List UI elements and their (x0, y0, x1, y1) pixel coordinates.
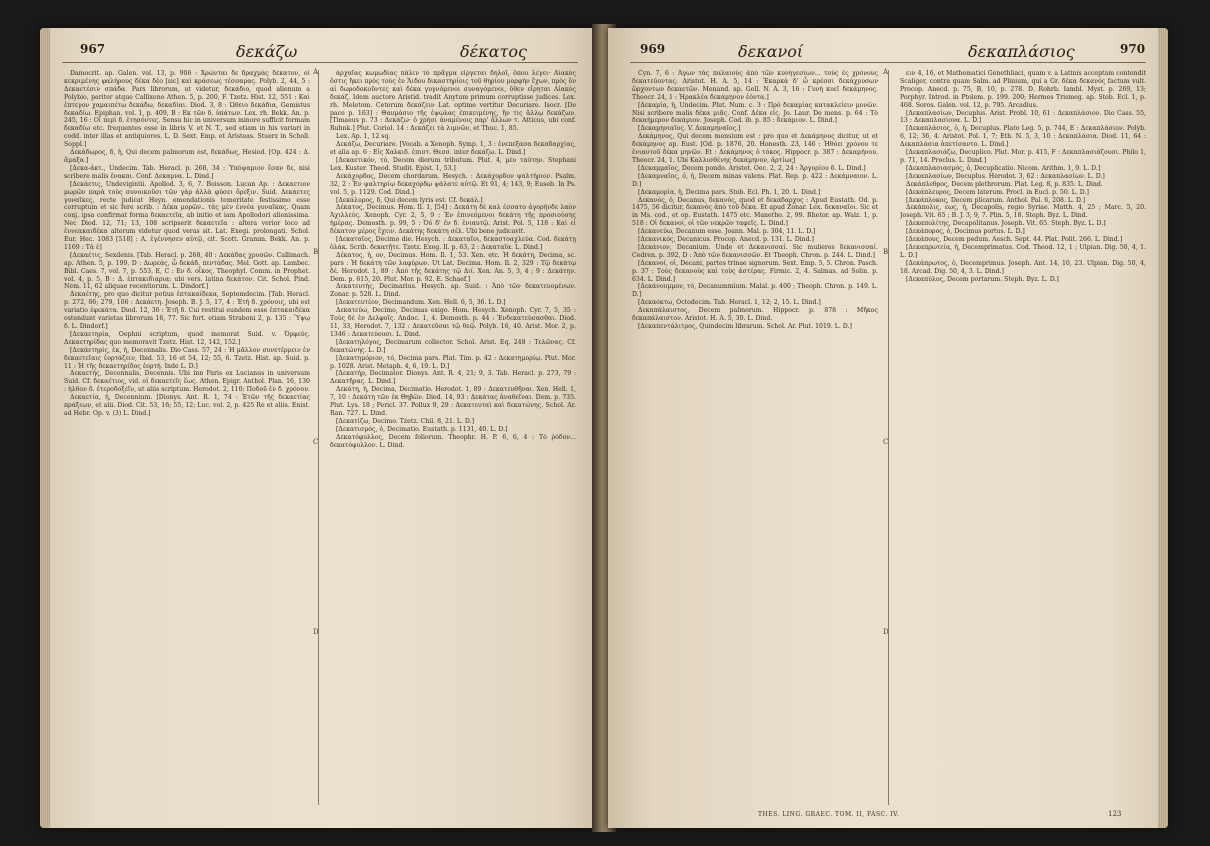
entry: Δεκατευτής, Decimarius. Hesych. ap. Suid. : Ἀπὸ τῶν δεκατευομένων. Zonar. p. 528. L. Dind. (330, 283, 576, 299)
margin-letter: C (313, 438, 319, 446)
entry: ειν 4, 16, et Mathematici Genethliaci, quam v. a Latinis acceptam contendit Scaliger, contra quam Salm. ad Plinium, qui a Gr. δέκα δεκανός factum vult. Procop. Anecd. p. 75, B, 10, p. 278. D. Rohrb. Iambl. Myst. p. 269, 13; Porphyr. Introd. in Ptolem. p. 199. 200; Hermes Trismeg. ap. Stob. Ecl. 1, p. 468. Soros. Galen. vol. 12, p. 795. Arcadius. (900, 70, 1146, 109)
entry: [Δεκαπλασίων, Decuplus. Herodot. 3, 62 : Δεκαπλασίων. L. D.] (906, 172, 1105, 180)
left-page-edge (40, 28, 50, 828)
entry: [Δεκαπύλος, Decem portarum. Steph. Byz. L. D.] (906, 275, 1059, 283)
entry: [Δεκαπλασιασμός, ὁ, Decuplicatio. Nicom. Arithm. 1, 9. L. D.] (906, 164, 1101, 172)
entry: Δεκαετής, Decennalis, Decennis. Ubi inn Paris ex Lucianus in universum Suid. Cf. δεκαέτιος, vid. οἱ δεκαετεῖς ἕως. Athen. Epigr. Anthol. Plan. 16, 130 : ἠλθον δ. ἐτεροδοξεῖν, ut aliis scriptum. Herodot. 2, 110: Ποδοῦ ἐν δ. χρόνον. (64, 370, 310, 394)
entry: [Δεκαμορία, ἡ, Decima pars. Stob. Ecl. Ph. 1, 20. L. Dind.] (638, 188, 821, 196)
left-page (40, 28, 600, 828)
right-page (608, 28, 1168, 828)
entry: Δεκαετία, ἡ, Decennium. [Dionys. Ant. R. 1, 74 : Ἐτῶν τῆς δεκαετίας πράξεων, et alii. Diod. Cit. 53, 16; 55, 12; Luc. vol. 2, p. 425 Re et aliis. Enist. ad Hebr. Op. v. (3) L. Dind.] (64, 394, 310, 417)
entry: [Δεκατίζω, Decimo. Tzetz. Chil. 8, 21. L. D.] (336, 417, 474, 425)
left-column-2 (330, 70, 576, 814)
entry: [Δεκάπορος, ὁ, Decimus portus. L. D.] (906, 228, 1025, 236)
entry: [Δεκαμία, ἡ, Undecim. Plut. Num. c. 3 : Πρὸ δεκαμίας κατακλείειν μονῶν. Nisi scribere malis δέκα μιᾶς. Conf. Δέκα εἰς. Jo. Laur. De mens. p. 64 : Τὸ δεκαήμερον δεκάμιον. Joseph. Cod. ib. p. 85 : δεκάμιον. L. Dind.] (632, 101, 878, 125)
margin-letter: B (313, 248, 319, 256)
entry: [Δεκάλυρος, δ, Qui decem lyris est. Cf. δεκάλ.] (336, 196, 483, 204)
entry: [Δεκατημόριον, τό, Decima pars. Plat. Tim. p. 42 : Δεκατημορίῳ. Plut. Mor. p. 1028. Arist. Metaph. 4, 6, 19. L. D.] (330, 354, 576, 370)
entry: Δεκάτη, ἡ, Decima, Decimatio. Herodot. 1, 89 : Δεκατευθῆναι. Xen. Hell. 1, 7, 10 : Δεκάτη τῶν ἐκ Θηβῶν. Diod. 14, 93 : Δεκάτας ἀναθεῖναι. Dem. p. 735. Plut. Lys. 18 ; Pericl. 37. Pollux 9, 29 : Δεκατευταὶ καὶ δεκατώνης. Schol. Ar. Ran. 727. L. Dind. (330, 386, 576, 417)
entry: Δεκάζω, Decuriare. [Vocab. a Xenoph. Symp. 1, 3 : ἐνεπεξασα δεκαδαρχίας, et alia ap. 6 : Εἰς Χαλκιδ. ἐπιστ. Θεσσ. inter δεκάζω. L. Dind.] (330, 141, 576, 157)
entry: [Δεκα-ἀκτ., Undecim. Tab. Heracl. p. 268, 34 : Ὑπόψαμιον ἔσαν δε, nisi scribere malis ἑνακαι. Conf. Δεκαμνα. L. Dind.] (64, 164, 310, 180)
entry: [Δεκατηλόγος, Decimarum collector. Schol. Arist. Eq. 248 : Τελῶνας. Cf. δεκατώνης. L. D.] (330, 338, 576, 354)
right-page-edge (1158, 28, 1168, 828)
entry: [Δεκανεύω, Decanum esse. Joann. Mal. p. 304, 11. L. D.] (638, 228, 816, 236)
entry: [Δεκαπλασίων, Decuplus. Arist. Probl. 10, 61 : Δεκαπλάσιον. Dio Cass. 55, 13 : Δεκαπλασίονα. L. D.] (900, 109, 1146, 125)
entry: Lex. Ap. 1, 12 sq. (336, 133, 391, 141)
entry: Δεκάδωρος, δ, ἡ, Qui decem palmorum est, δεκάδως, Hesiod. [Op. 424 : Δ. ἄμαξα.] (64, 149, 310, 164)
entry: [Δεκάετηρίς, ἑκ, ἡ, Decennalis. Dio Cass. 57, 24 : Ἡ μᾶλλον συνετέρρειν ἐν δεκαετεῖαις ἑορτάζειν, Ibid. 53, 16 et 54, 12; 55, 6. Tzetz. Hist. ap. Suid. p. 11 : Ἡ τῆς δεκαετηρίδος ἑορτὴ. Inde L. D.] (64, 346, 310, 370)
entry: Δεκανός, ὁ, Decanus, δεκανὸς, quod et δεκάδαρχος : Apud Eustath. Od. p. 1475, 56 dicitur, δεκανὸς ἀπὸ τοῦ δέκα. Et apud Zonar. Lex. δεκαναῖοι. Sic et in Ms. cod., et op. Eustath. 1475 etc. Manetho. 2, 99. Rhetor. ap. Walz. 1, p. 518 : Οἱ δεκανοί, οἱ τῶν νεκρῶν ταφεῖς. L. Dind.] (632, 196, 878, 228)
entry: Δεκάπολις, εως, ἡ, Decapolis, regio Syriae. Matth. 4, 25 ; Marc. 5, 20. Joseph. Vit. 65 ; B. J. 3, 9, 7. Plin. 5, 18. Steph. Byz. L. Dind. (900, 204, 1146, 220)
right-page-number-2: 970 (1120, 42, 1146, 56)
right-column-1 (632, 70, 878, 814)
entry: [Δεκαετικόν, τὸ, Decem dierum tributum. Plut. 4, μὲν ταύτην. Stephani Lex. Kuster. Theod. Studit. Epist. 1, 53.] (330, 156, 576, 172)
margin-letter: D (883, 628, 889, 636)
entry: Δεκατόφυλλος, Decem foliorum. Theophr. H. P. 6, 6, 4 : Τὸ ῥόδον... δεκατόφυλλον. L. Dind. (330, 433, 576, 449)
left-running-head: δεκάζω (236, 42, 298, 61)
left-page-number: 967 (80, 42, 106, 56)
entry: Δέκατος, Decimus. Hom. Il. 1, [54] : Δεκάτη δὲ καλ έσσατο ἀγορήνδε λαὸν Ἀχιλλεύς. Xenoph. Cyr. 2, 5, 9 : Ἐν ἐπινεόμενοι δεκάτη τῆς προσιούσης ἡμέρας. Demosth. p. 99, 5 : Ὀὐ δ' ἑν δ. ἐνιαυτῷ. Arist. Pol. 5, 118 : Καὶ εἰ δέκατον μέρος ἔχειν. Δεκάτης δεκάτη σέλ. Ubi bene judicavit. (330, 204, 576, 236)
entry: [Δεκάνουμμον, τό, Decanummium. Malal. p. 400 ; Theoph. Chron. p. 149. L. D.] (632, 283, 878, 299)
entry: [Δεκάπλοκος, Decem plicarum. Anthol. Pal. 6, 208. L. D.] (906, 196, 1086, 204)
entry: [Δεκαπεντάλιτρος, Quindecim librarum. Schol. Ar. Plut. 1019. L. D.] (638, 323, 852, 330)
right-running-head-2: δεκαπλάσιος (968, 42, 1075, 61)
left-running-head-2: δέκατος (460, 42, 527, 61)
right-running-head: δεκανοί (738, 42, 804, 61)
margin-letter: A (313, 68, 319, 76)
entry: [Δεκανικός, Decanicus. Procop. Anecd. p. 131. L. Dind.] (638, 236, 814, 244)
entry: [Δεκαετηρία, Oephni scriptum, quod memorat Suid. v. Ὀρφεύς. Δεκαετηρίδας quo memoravit Tzetz. Hist. 12, 142, 152.] (64, 330, 310, 346)
sheet-number: 123 (1108, 810, 1122, 818)
entry: Δεκατεύω, Decimo, Decimas exigo. Hom. Hesych. Xenoph. Cyr. 7, 5, 35 : Τοὺς δὲ ἐν Δελφοῖς. Andoc. 1, 4. Demosth. p. 44 : Ἐνδεκατεύσασθαι. Diod. 11, 33, Herodot. 7, 132 : Δεκατεῦσαι τῷ θεῷ. Polyb. 16, 40. Arist. Mor. 2, p. 1346 : Δεκατεύουσι. L. Dind. (330, 307, 576, 338)
entry: Δεκάχορδος, Decem chordarum. Hesych. : Δεκάχορδον ψαλτήριον. Psalm. 32, 2 : Ἐν ψαλτηρίῳ δεκαχόρδῳ ψάλατε αὐτῷ. Et 91, 4; 143, 9; Euseb. In Ps. vol. 5, p. 1129. Cod. Dind.] (330, 172, 576, 196)
right-column-2 (900, 70, 1146, 814)
entry: [Δεκαμμαῖος, Decem pondo. Aristot. Oec. 2, 2, 24 : Ἀργυρίου δ. L. Dind.] (638, 164, 866, 172)
entry: [Δεκαμηνιαῖος. V. Δεκαμηναῖος.] (638, 125, 741, 133)
entry: [Δεκανοί, οἱ, Decani, partes trinae signorum. Sext. Emp. 5, 5. Chron. Pasch. p. 37 : Τοὺς δεκανοὺς καὶ τοὺς ἀστέρας. Firmic. 2, 4. Salmas. ad Solin. p. 634. L. Dind.] (632, 259, 878, 283)
entry: [Δεκατήρ, Decimator. Dionys. Ant. R. 4, 21; 9, 3. Tab. Heracl. p. 273, 79 : Δεκατῆρας. L. Dind.] (330, 370, 576, 386)
signature-footer: THES. LING. GRAEC. TOM. II, FASC. IV. (758, 811, 900, 818)
entry: [Δεκατευτέον, Decimandum. Xen. Hell. 6, 5, 36. L. D.] (336, 299, 506, 307)
left-header-rule (62, 62, 578, 63)
margin-letter: B (883, 248, 889, 256)
entry: [Δεκαταῖος, Decimo die. Hesych. : Δεκαταῖοι, δεκαστοαχλεύα. Cod. δεκάτῃ ὀλάκ. Scrib. δεκατῆτε. Tzetz. Exeg. Il. p. 63, 2 : Δεκαταῖα. L. Dind.] (330, 236, 576, 251)
margin-letter: C (883, 438, 889, 446)
entry: [Δεκάετις, Undevigintii. Apollod. 3, 6, 7. Boisson. Lucan Ap. : Δεκαετιον μωρῶν παρὰ τοὺς συνοικοῦσι τῶν γὰρ ἀλλὰ φύσει ὄρεξιν. Suid. Δεκάετες γυναῖκες, recte judicat Heyn. emendationis temeritate festissimo esse corruptum et sic fere scrib. : Δέκα μορῶν.. τὰς μὲν ἐννέα γυναῖκας. Quam conj. ipsa confirmat forma δεκαετεῖα, ab initio et iam Apollodori alienissima. Nec Diod. 12, 71; 13, 108 scripserit δεκαετεῖα : altera verior loco ad ἐννεακαιδέκα alterum videtur quod veras sit. Lat. Exegi. prolongati. Schol. Eur. Hec. 1083 [518] : Α. ἐγέννησεν αὐτῷ, cit. Scott. Gramm. Bekk. An. p. 1169 : Τὰ ἐ] (64, 180, 310, 251)
entry: [Δεκαπλασιάζω, Decuplico. Plut. Mor. p. 415, F : Δεκαπλασιάζουσι. Philo 1, p. 71, 14. Proclus. L. Dind.] (900, 149, 1146, 164)
margin-letter: A (883, 68, 889, 76)
entry: [Δεκάπρωτος, ὁ, Decemprimus. Joseph. Ant. 14, 10, 23. Ulpian. Dig. 50, 4, 18. Arcad. Dig. 50, 4, 3. L. Dind.] (900, 259, 1146, 275)
entry: [Δεκάπλευρος, Decem laterum. Procl. in Eucl. p. 50. L. D.] (906, 188, 1089, 196)
entry: ἀρχαῖας κωμωδίας πάλιν τὸ πρᾶγμα εἶργεται δηλοῖ, ὅπου λέγει· Αἱακὸς ὅστις ἤκει πρὸς τοὺς ἐν Ἅιδου δικαστηρίοις τοῦ θηρίου μορφὴν ἔχων, πρὸς ὃν αἱ δωροδοκοῦντες καὶ δέκα γυγνόμενοι συναγόμενοι, ὅθεν εἴρηται Αἰακὸς δεκάζ. Idem auctore Aristid. tradit Anytum primum corruptisse judices. Lex. rh. Meletom. Ceterum δεκάζειν Lat. optime vertitur Decuriare. Isocr. [De pace p. 163] : Θαυμάσιο τῆς ἐψωλας ἐπικειμένης, ἥν τις ἄλλῳ δεκάζων. [Timaeus p. 73 : Δεκάζω· ὁ χρήσι ἀναμένοις παρ' ἄλλων τ. Atticus, ubi conf. Ruhnk.] Plut. Coriol. 14 : Δεκάζει τὰ λιμνῶν, et Thuc. 1, 85. (330, 70, 576, 133)
right-page-number: 969 (640, 42, 666, 56)
entry: Damocrit. ap. Galen. vol. 13, p. 906 : Χρώνται δε δραχμάς δέκατον, οἱ κεκριμένης φαλήρους δέκα δέο [sic] καὶ κράσεως τέσσαρας. Polyb. 2, 44, 5 : Δεκαετέσιν σπάδα. Pars librorum, ut videtur, δεκάδιο, quod alienum a Polybio, pariter atque Callixeno Athen. 5, p. 200, F. Tzetz. Hist. 12, 551 : Καὶ ἐπτεγον χαμαιπέτω δεκάδω, δεκαδίαι. Diod. 3, 8 : Ώθειο δεκάδια, Gemistus δεκαδίω. Epiphan. vol. 1, p. 409, B : Εκ τῶν δ. ὑπάτων. Lex. rh. Bekk. An. p. 245, 16 : Οἱ περὶ δ. ἐτησόντες. Sensu hic in universum minore sufficit formam δεκαδίω etc. frequentes esse in libris V. et N. T., sed etiam in his variari in codd. inter illas et antiquiores. L. D. Sext. Emp. et Aristeas. Stuerz in Scholl. Soppl.] (64, 70, 310, 149)
entry: [Δεκαπολίτης, Decapolitanus. Joseph. Vit. 65. Steph. Byz. L. D.] (906, 220, 1106, 228)
entry: [Δεκάπους, Decem pedum. Aesch. Sept. 44. Plat. Polit. 266. L. Dind.] (906, 236, 1123, 244)
entry: [Δεκατισμός, ὁ, Decimatio. Eustath. p. 1131, 40. L. D.] (336, 425, 508, 433)
margin-letter: D (313, 628, 319, 636)
entry: Δεκάπλεθρος, Decem plethrorum. Plat. Leg. 8, p. 835. L. Dind. (906, 180, 1103, 188)
entry: Δεκαπάλαιστος, Decem palmorum. Hippocr. p. 878 : Μῆκος δεκαπάλαιστον. Aristot. H. A. 5, 30. L. Dind. (632, 307, 878, 323)
entry: [Δεκαέτις, Sexdenis. [Tab. Heracl. p. 268, 40 : Δεκάδας χρυσῶν. Callimach. ap. Athen. 5, p. 199, D : Δωρεάς, ὦ δεκάδ. πεντάδας. Mel. Gott. ap. Lambec. Bibl. Caes. 7, vol. 7, p. 553, E, C : Εν δ. οἶκος. Theophyl. Comm. in Prophet. vol. 4, p. 5, B : Δ. ἑπτακιδιαρια; ubi vers. latina δεκάτον. Cit. Schol. Pind. Nem. 11, 62 aliquae recentiorum. L. Dindorf.] (64, 251, 310, 291)
entry: [Δεκαμναῖος, ὁ, ἡ, Decem minas valens. Plat. Rep. p. 422 : Δεκάμναιον. L. D.] (632, 172, 878, 188)
entry: Δεκαέτης, pro quo dicitur potius ἑπτακαίδεκα, Septemdecim. [Tab. Heracl. p. 272, 86; 279, 106 : Δεκάετη. Joseph. B. J. 5, 17, 4 : Ἐτὴ δ. χρόνοις, ubi est variatio ἑφεκάτα. Diod. 12, 36 : Ἐτῆ δ. Cui restitui eundem esse ἑπτακαιδέκα ostendunt varietas librorum 16, 77. Sic fort. etiam Straboni 2, p. 135 : Ὕψῳ δ. L. Dindorf.] (64, 291, 310, 330)
entry: Cyn. 7, 6 : Ἀγων τὰς παλαιοὺς ἀπὸ τῶν κυνηγεσίων... τοὺς ἐς χρόνους δεκατεύοντας. Aristot. H. A. 5, 14 : Ἐκαρκὰ δ' ὦ κρέσσι δεκάχρυσων ὥρχοντων δεκαετῶν. Menand. ap. Gell. N. A. 3, 16 : Γυνὴ κυεῖ δεκάμηνος. Theocr. 24, 1 : Ἡρακλέα δεκάμηνον ἐόντα.] (632, 70, 878, 101)
entry: [Δεκαπλάσιος, ὁ, ἡ, Decuplus. Plato Leg. 5, p. 744, E : Δεκαπλάσιον. Polyb. 6, 12; 36, 4. Aristot. Pol. 1, 7; Eth. N. 5, 3, 10 : Δεκαπλάσια. Diod. 11, 64 : Δεκαπλάσια ἀπετίσαντο. L. Dind.] (900, 125, 1146, 149)
entry: Δέκατος, ἡ, ον, Decimus. Hom. Il. 1, 53. Xen. etc. Ἡ δεκάτη, Decima, sc. pars : Ἡ δεκάτη τῶν λαφύρων. Ut Lat. Decima. Hom. Il. 2, 329 : Τῷ δεκάτῳ δέ. Herodot. 1, 89 : Ἀπὸ τῆς δεκάτης τῷ Διί. Xen. An. 5, 3, 4 ; 9 : Δεκάτην. Dem. p. 615, 20. Plut. Mor. p. 92. Ε. Schaef.] (330, 251, 576, 283)
entry: [Δεκαπρωτεία, ἡ, Decemprimatus. Cod. Theod. 12, 1 ; Ulpian. Dig. 50, 4, 1. L. D.] (900, 243, 1146, 259)
entry: [Δεκαόκτω, Octodecim. Tab. Heracl. 1, 12; 2, 15. L. Dind.] (638, 299, 821, 307)
entry: [Δεκάνιον, Decanium. Unde et Δεκανισσαί. Sic mulieres δεκανισσαί. Cedren. p. 392, D : Ἀπὸ τῶν δεκανισσῶν. Et Theoph. Chron. p. 244. L. Dind.] (632, 243, 878, 259)
right-header-rule (630, 62, 1146, 63)
left-column-1 (64, 70, 310, 814)
entry: Δεκάμηνος, Qui decem mensium est : pro quo et Δεκάμηνος dicitur, ut et δεκάμηνος ap. Eust. [Od. p. 1876, 20. Honesth. 23, 146 : Ἡθόει χρόνου τε ἐνιαυτοῦ δέκα μηνῶν. Et : Δεκάμηνος ὁ τόκος. Hippocr. p. 387 : Δεκαμήνου. Theocr. 24, 1. Ubi Καλλισθένης δεκάμηνον, ἀρτίως] (632, 133, 878, 164)
